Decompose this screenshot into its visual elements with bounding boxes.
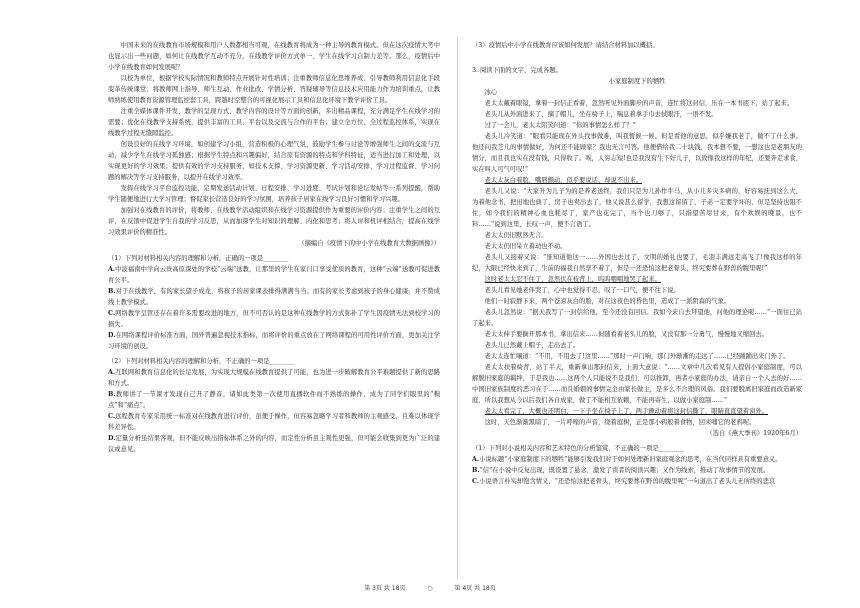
option-text: 在网络课程评价标准方面，国外普遍忽视技术指标，而将评价的重点放在了网络课程的可用性评价方面，更加关注学习环境的创设。: [108, 332, 440, 350]
option-letter: B.: [108, 391, 116, 398]
passage-paragraph: 中国未来的在线教育市场规模和用户人数都相当可观，在线教育将成为一种主导的教育模式。但在这次疫情大考中也显示出一些问题，如何让在线教学互动不充分，在线教学评价方式单一、学生在线学习自制力差等。那么，疫情后中小学在线教育如何发展呢？: [108, 42, 440, 71]
answer-option: [108, 389, 440, 411]
story-paragraph: [472, 406, 802, 417]
story-sentence: 老头儿忽然说：“据天我写了一封信给他，至今还没有回信。我如今来自去拜望他，问他的理论呢……”一面往已站了起来。: [472, 309, 802, 327]
story-sentence: 老头儿已然戴上帽子，走出去了。: [484, 342, 580, 349]
story-text: [472, 87, 802, 439]
story-title: 小家庭制度下的牺牲: [608, 78, 666, 85]
story-paragraph: [472, 307, 802, 329]
story-sentence: （选自《燕大季刊》1920年6月）: [706, 430, 802, 437]
option-letter: B.: [472, 467, 480, 474]
story-paragraph: [472, 241, 802, 252]
option-text: 中波福南中学向云贵高原深处的学校“云端”送教，让那里的学生在家门口享受优质的教育，这种“云端”送教可促进教育公平。: [108, 266, 440, 284]
story-paragraph: [472, 296, 802, 307]
story-paragraph: [472, 98, 802, 109]
story-sentence: 老太太扶着椅背，站了半天，重新拿出那封信来，上面大意说：“……文章中几次看见有人提倡小家庭制度，可以解脱旧家庭的羁绊，于是我也……这两个人只能说不是我们，可以推卸，再者小家庭的办法，请亲自一个人去的好……中国旧家族制度的恶习在于……而且婚姻的事情完全由家长做主，是多么不合理的风俗。我们要脱离旧家庭而改造新家庭，所以我想从今以后我们各自成家，做了不能相互依赖，不能再寄生，以做小家庭制……”: [472, 364, 802, 404]
left-column: [108, 40, 440, 455]
question-1-options: [108, 264, 440, 352]
option-text: 教师讲了一节课才发现自己开了静音，诸如此类第一次使用直播软件而不熟练的操作，成为了同学们眼里的“糗点”和“痛点”。: [108, 391, 440, 409]
story-paragraph: [472, 274, 802, 285]
story-paragraph: [472, 120, 802, 131]
option-letter: A.: [472, 456, 480, 463]
story-sentence: 过了一会儿，老太太陪笑问道：“你的事情怎么样了？”: [484, 122, 636, 129]
underlined-sentence: 这时老太太忍不住了，忽然伏在枝背上，呜呜咽咽地哭了起来。: [484, 276, 661, 283]
option-letter: D.: [108, 332, 116, 339]
option-text: 对于在线教学，有的家长望子成龙，将孩子的居家课表排得满满当当；而有的家长考虑到孩子的身心健康，并不赞成线上教学模式。: [108, 288, 440, 306]
option-text: 定量分析虽结果客观，但不能反映出指标体系之外的内容，而定性分析虽主观性更强，但可能会收集到更为广泛的建议或意见。: [108, 435, 440, 453]
option-letter: B.: [108, 288, 116, 295]
story-sentence: 他们一时寂静下来，两个苍凉灰白的脸，对在这夜色的昏色里，造成了一派阴森的气象。: [484, 298, 731, 305]
option-text: 互联网和教育信息化的长足发展，为实现大规模在线教育提供了可能，也为进一步破解教育公平难题提供了新的思路和方式。: [108, 369, 440, 387]
option-text: 网络教学呈管还存在着许多需要改进的地方，但不可否认的是这种在线教学的方式弥补了学生因疫情无法到校学习的损失。: [108, 310, 440, 328]
answer-option: [472, 454, 802, 465]
question-1-stem: （1）下列对材料相关内容的理解和分析，正确的一项是________: [108, 255, 289, 262]
answer-option: [108, 411, 440, 433]
story-paragraph: [472, 329, 802, 340]
answer-option: [108, 264, 440, 286]
passage-paragraph: 创设良好的在线学习环境，如创建学习小组、营造积极的心理气氛、鼓励学生参与讨论等增强师生之间的交流与互动，减少学生在线学习孤独感；根据学生特点和兴趣偏好，结合原有资源的特点和学科特征，适当进行加工和处理，以实现更好的学习效果；提供有效的学习支持服务，如技术支撑、学习资源更新、学习活动安排、学习过程监督、学习问题的解决等学习支持服务，以提升在线学习效率。: [108, 141, 440, 181]
underlined-sentence: 老太太看完了，大概也还明白，一下子坐在椅子上了，两手颤动着将这封信撕了，眼睛直直望着窗外。: [484, 408, 768, 415]
option-letter: A.: [108, 369, 116, 376]
story-paragraph: [472, 285, 802, 296]
option-text: 小说标题“小家庭制度下的牺牲”能够引发我们对于如何处理新旧家庭观念的思考，在当代同样具有重要意义。: [479, 456, 782, 463]
story-paragraph: [472, 230, 802, 241]
option-letter: A.: [108, 266, 116, 273]
page-footer: [0, 583, 860, 592]
option-text: 小说语言朴实却饱含情义，“还恐怕这把老骨头，终究要葬在野兽的腹里呢”一句道出了老头儿无所终的悲哀: [479, 478, 776, 485]
story-paragraph: [472, 109, 802, 120]
story-sentence: 老头儿又说：“大家升为儿子为的是养老送终，我们只是为儿孙作牛马，从小儿多灾多病的，好容易抚到这么大，为着他念书，把田地也典了，房子也卖出去了，他又说甚么留学，我想这留留了，子弟一定要学坏的，但是坚持也阻不住，如今我们的精神心血也耗尽了，家产也花完了，当个也刀够了，只指望苦尽甘来，有个欢娱的晚景，也不料……”说到这里，长叹一声，便不言语了。: [472, 188, 802, 228]
story-sentence: 老太太仍旧默然无言。: [484, 232, 548, 239]
story-sentence: 老头儿看见她老伴哭了，心中也觉得不忍，叹了一口气，便不往下说。: [484, 287, 680, 294]
answer-option: [108, 286, 440, 308]
right-column: [472, 40, 802, 487]
question-3-stem: （3）疫情后中小学在线教育应该如何发展？请结合材料加以概括。: [472, 42, 659, 49]
passage-paragraph: 加强对在线教育的评价，将教师、在线教学活动组织和在线学习资源提供作为重要的评价内容；注重学生之间的互评，在反馈中促进学生自我的学习反思，从而加深学生对知识的理解、内化和思考；将人评和机评相结合，提高在线学习效果评价的精准性。: [108, 207, 440, 236]
passage-paragraph: 注重全媒体课件开发、教学的呈现方式、教学内容的设计等方面的创新，多出精品课程，充分满足学生在线学习的需要；优化在线教学支持系统，提供丰富的工具、平台以及交流与合作的平台；建立全方位、全过程监控体系，实现在线教学过程无缝隙监控。: [108, 108, 440, 137]
question-4-options: [472, 454, 802, 487]
story-sentence: 老头儿又接着又说：“谁知道他这一……外国也去过了，文明的婚礼也要了，毛羽丰满远走高飞了!像我这样的年纪，大限已经快来到了，生前的福我自然享不着了，但是一还恐怕这把老骨头，终究要葬在野兽的腹里呢!”: [472, 254, 802, 272]
story-paragraph: [472, 186, 802, 230]
answer-option: [108, 308, 440, 330]
story-source: [472, 428, 802, 439]
passage-paragraph: 以校为单位，根据学校实际情况和教师特点开展针对性培训；注重教师信息化思维养成，引导教师利用信息化手段变革传统课堂；将教师网上指导、师生互动、作业批改、学情分析、答疑辅导等信息技术应用能力作为培训重点，让教师熟练使用教育资源管理监控套工具，跨越时空整合的可视化展示工具和信息化环境下教学评价工具。: [108, 75, 440, 104]
story-sentence: 老太太戴着眼镜，拿着一封信正看着，忽然听见外面脚步的声音，连忙将这封信，压在一本书底下，站了起来。: [484, 100, 794, 107]
option-letter: C.: [108, 310, 116, 317]
story-sentence: 老头儿从外面进来了，摘了帽儿，坐在椅子上，喘息着拿手巾去拭眼汗，一语不发。: [484, 111, 718, 118]
answer-option: [472, 465, 802, 476]
story-sentence: 这时，天色渐渐黑暗了，一片呼嚎的声音，绕着庭树，正是那小鸦般着食物，回来哺它的老鸦呢。: [484, 419, 756, 426]
option-letter: C.: [472, 478, 480, 485]
option-text: 远程教育专家采用统一标准对在线教育进行评价，虽便于操作，但容易忽略学习者和教师的主观感受，且难以体现学科差异性。: [108, 413, 440, 431]
reading-section-heading: 3. 阅读下面的文字，完成各题。: [472, 67, 562, 74]
question-2-options: [108, 367, 440, 455]
story-paragraph: [472, 131, 802, 175]
story-sentence: 老头儿冷笑道：“眼看只能现在外头找事做难，叫我暂候一候。但是看他的意思，似乎嫌我老了，做不了什么事。他还问我芝儿的事情做好，为何还不能顾家？我也无言可答。他便借给我二十块钱，我本想不要，一想这也是老朋友的情分，而且我也实在没有钱，只得收了。唉，人穷志短!也是我没有生下好儿子，以致像我这样的年纪，还要奔走求食，实在叫人可气可叹!”: [472, 133, 802, 173]
column-divider: [457, 38, 458, 578]
story-sentence: 老太太连忙嚷道：“不用，不用去了!这里……”那时一声门响，那门外渐漸的走远了……已经踊踊出来门外了。: [484, 353, 790, 360]
answer-option: [108, 330, 440, 352]
passage-paragraphs: [108, 40, 440, 249]
question-4-stem: （1）下列对小说相关内容和艺术特色的分析鉴赏，不正确的一项是________: [472, 445, 684, 452]
left-page-number: 第 3页 共 18页: [364, 585, 406, 592]
story-paragraph: [472, 351, 802, 362]
story-sentence: 老太太伸手要搁开那本书，拿出信来……但随看着老头儿的脸，又没有那一分勇气，慢慢地又缩回去。: [484, 331, 768, 338]
option-letter: C.: [108, 413, 116, 420]
story-sentence: 老太太仍旧呆立着动也不动。: [484, 243, 567, 250]
underlined-sentence: 老太太灰白着脸，嘴唇颤动，似乎要说话，却说不出来。: [484, 177, 643, 184]
story-paragraph: [472, 417, 802, 428]
story-paragraph: [472, 252, 802, 274]
story-paragraph: [472, 175, 802, 186]
passage-paragraph: 发挥在线学习平台监控功能，定期发送活动计划、日程安排、学习进度、考试计划和论坛发帖等一系列提醒，帮助学生随便地进行大学习管理；督促家长营造良好的学习氛围，培养孩子居家在线学习良好习惯和学习兴趣。: [108, 185, 440, 203]
option-text: “信”在小说中反复出现，既设置了悬念，激发了读者的阅读兴趣；又作为线索，推动了故事情节的发展。: [479, 467, 770, 474]
answer-option: [108, 433, 440, 455]
story-paragraph: [472, 340, 802, 351]
option-letter: D.: [108, 435, 116, 442]
question-2-stem: （2）下列对材料相关内容的理解和分析，不正确的一项是________: [108, 358, 295, 365]
source-citation: （摘编自《疫情下的中小学在线教育大数据画像》）: [298, 240, 440, 247]
story-author: 冰心: [484, 89, 498, 96]
answer-option: [472, 476, 802, 487]
answer-option: [108, 367, 440, 389]
story-paragraph: [472, 362, 802, 406]
right-page-number: 第 4页 共 18页: [454, 585, 496, 592]
center-mark: ○: [427, 585, 433, 592]
